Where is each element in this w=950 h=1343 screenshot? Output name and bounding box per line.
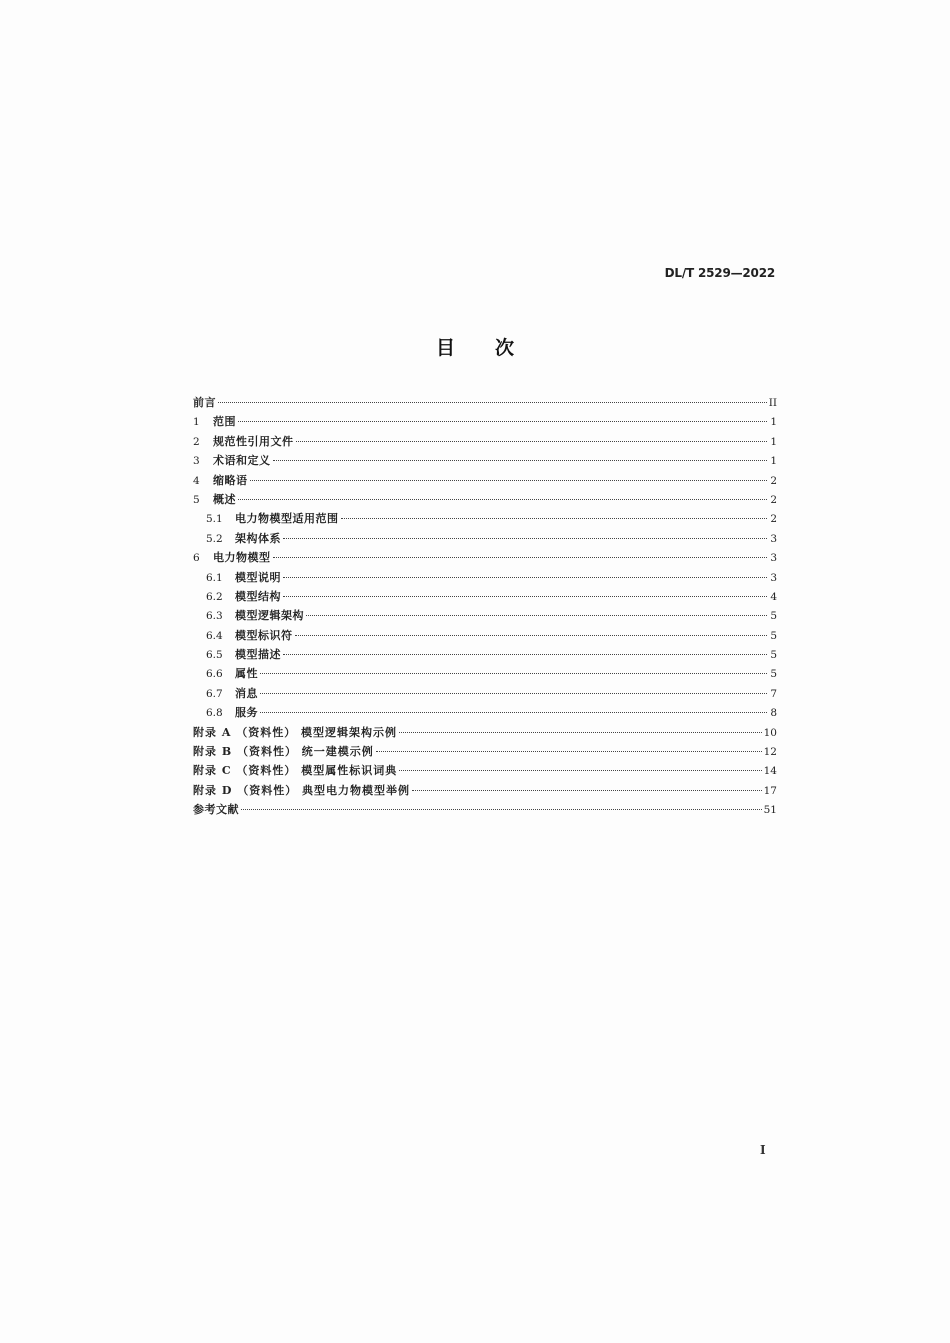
toc-leader-dots	[296, 441, 768, 442]
toc-leader-dots	[241, 809, 762, 810]
toc-entry-number: 6.3	[206, 610, 223, 623]
toc-entry-label: 附录 A （资料性） 模型逻辑架构示例	[193, 725, 398, 739]
toc-title	[0, 333, 950, 360]
toc-entry-label: 模型逻辑架构	[235, 609, 304, 623]
toc-entry-page: 5	[770, 629, 777, 642]
toc-entry-number: 5.2	[206, 532, 223, 545]
toc-entry-number: 6.8	[206, 707, 223, 720]
toc-entry-label: 参考文献	[193, 803, 239, 817]
toc-entry-page: 17	[763, 784, 777, 797]
toc-entry-number: 1	[193, 416, 200, 429]
toc-entry-label: 电力物模型	[213, 551, 271, 565]
toc-entry-number: 6.5	[206, 649, 223, 662]
toc-entry-label: 架构体系	[235, 531, 281, 545]
toc-leader-dots	[306, 615, 767, 616]
toc-entry-number: 6.2	[206, 590, 223, 603]
toc-entry[interactable]	[193, 742, 777, 761]
toc-entry-page: 10	[763, 726, 777, 739]
toc-entry-page: 7	[770, 687, 777, 700]
toc-entry[interactable]	[193, 548, 777, 567]
toc-entry[interactable]	[193, 664, 777, 683]
toc-entry-page: 1	[770, 416, 777, 429]
toc-entry-page: II	[768, 397, 777, 409]
toc-entry-label: 属性	[235, 667, 258, 681]
toc-entry-number: 6	[193, 552, 200, 565]
toc-entry-page: 3	[770, 532, 777, 545]
toc-entry-page: 1	[770, 435, 777, 448]
toc-entry-page: 4	[770, 590, 777, 603]
toc-entry-label: 模型说明	[235, 570, 281, 584]
toc-entry-label: 术语和定义	[213, 454, 271, 468]
toc-entry-label: 附录 C （资料性） 模型属性标识词典	[193, 764, 398, 778]
toc-leader-dots	[283, 654, 767, 655]
toc-entry-number: 6.1	[206, 571, 223, 584]
toc-leader-dots	[399, 770, 761, 771]
toc-entry-page: 2	[770, 474, 777, 487]
toc-entry-page: 12	[763, 746, 777, 759]
toc-entry-page: 5	[770, 649, 777, 662]
toc-leader-dots	[412, 790, 762, 791]
toc-leader-dots	[341, 518, 768, 519]
toc-entry-label: 服务	[235, 706, 258, 720]
toc-entry[interactable]	[193, 761, 777, 780]
table-of-contents	[193, 393, 777, 820]
toc-entry-label: 概述	[213, 492, 236, 506]
toc-entry-label: 前言	[193, 396, 216, 409]
toc-entry-label: 模型结构	[235, 589, 281, 603]
toc-entry[interactable]	[193, 393, 777, 412]
toc-entry-number: 5	[193, 493, 200, 506]
toc-leader-dots	[283, 577, 767, 578]
toc-entry[interactable]	[193, 471, 777, 490]
toc-entry[interactable]	[193, 703, 777, 722]
toc-entry-number: 3	[193, 455, 200, 468]
toc-leader-dots	[376, 751, 762, 752]
toc-entry[interactable]	[193, 432, 777, 451]
toc-entry-label: 电力物模型适用范围	[235, 512, 339, 526]
toc-entry-page: 2	[770, 493, 777, 506]
toc-entry-label: 附录 D （资料性） 典型电力物模型举例	[193, 783, 411, 797]
toc-entry[interactable]	[193, 490, 777, 509]
toc-entry[interactable]	[193, 800, 777, 819]
toc-entry-number: 6.4	[206, 629, 223, 642]
toc-leader-dots	[238, 421, 767, 422]
toc-title-right: 次	[495, 337, 515, 359]
toc-entry[interactable]	[193, 723, 777, 742]
toc-entry-label: 规范性引用文件	[213, 434, 294, 448]
toc-entry-page: 5	[770, 668, 777, 681]
toc-leader-dots	[399, 732, 762, 733]
toc-leader-dots	[283, 538, 767, 539]
toc-leader-dots	[273, 460, 768, 461]
toc-entry[interactable]	[193, 587, 777, 606]
toc-entry[interactable]	[193, 781, 777, 800]
toc-entry-page: 3	[770, 571, 777, 584]
toc-entry[interactable]	[193, 451, 777, 470]
toc-entry-label: 范围	[213, 415, 236, 429]
toc-title-left: 目	[435, 337, 455, 359]
toc-entry-page: 2	[770, 513, 777, 526]
toc-leader-dots	[260, 693, 767, 694]
toc-entry-number: 5.1	[206, 513, 223, 526]
toc-entry-number: 6.6	[206, 668, 223, 681]
toc-entry-page: 14	[763, 765, 777, 778]
toc-entry[interactable]	[193, 626, 777, 645]
toc-entry-page: 8	[770, 707, 777, 720]
toc-leader-dots	[295, 635, 768, 636]
toc-entry[interactable]	[193, 568, 777, 587]
toc-leader-dots	[260, 673, 767, 674]
toc-entry-number: 6.7	[206, 687, 223, 700]
toc-leader-dots	[260, 712, 767, 713]
toc-entry-label: 附录 B （资料性） 统一建模示例	[193, 745, 374, 759]
toc-entry[interactable]	[193, 645, 777, 664]
toc-entry[interactable]	[193, 509, 777, 528]
toc-entry-page: 5	[770, 610, 777, 623]
standard-code: DL/T 2529—2022	[664, 266, 775, 280]
toc-entry[interactable]	[193, 529, 777, 548]
toc-leader-dots	[273, 557, 768, 558]
page-number: I	[760, 1143, 766, 1157]
toc-entry[interactable]	[193, 412, 777, 431]
toc-entry-label: 模型标识符	[235, 628, 293, 642]
toc-entry-page: 51	[763, 804, 777, 817]
toc-entry-label: 缩略语	[213, 473, 248, 487]
toc-leader-dots	[218, 402, 767, 403]
toc-leader-dots	[250, 480, 768, 481]
toc-leader-dots	[238, 499, 767, 500]
toc-entry[interactable]	[193, 684, 777, 703]
toc-entry-number: 2	[193, 435, 200, 448]
toc-leader-dots	[283, 596, 767, 597]
toc-entry-page: 1	[770, 455, 777, 468]
toc-entry-page: 3	[770, 552, 777, 565]
toc-entry-label: 模型描述	[235, 648, 281, 662]
toc-entry-number: 4	[193, 474, 200, 487]
toc-entry[interactable]	[193, 606, 777, 625]
toc-entry-label: 消息	[235, 686, 258, 700]
